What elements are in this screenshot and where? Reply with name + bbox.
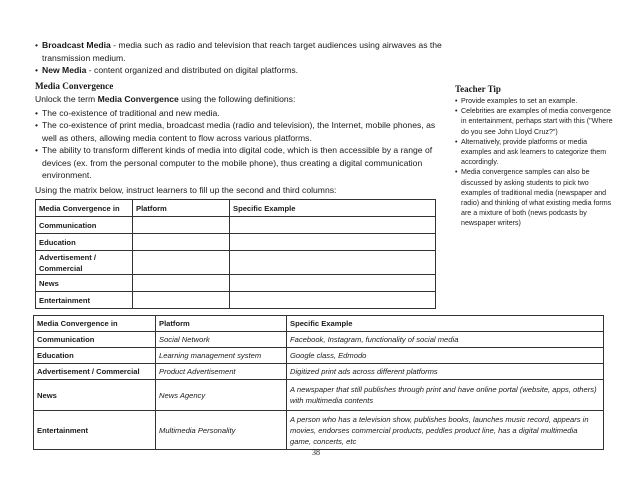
example-cell: A newspaper that still publishes through print and have online portal (website, apps, others) with multimedia contents: [287, 380, 604, 411]
bullet-dot: •: [35, 40, 39, 50]
blank-cell: [133, 217, 230, 234]
table-row: [36, 234, 436, 251]
example-cell: Google class, Edmodo: [287, 348, 604, 364]
table-row: [34, 348, 604, 364]
bullet-dot: •: [35, 145, 39, 155]
table-header-row: [34, 316, 604, 332]
bullet-text: - content organized and distributed on digital platforms.: [86, 65, 299, 75]
page-number: 38: [312, 448, 320, 457]
intro-post: using the following definitions:: [178, 94, 296, 104]
blank-cell: [230, 234, 436, 251]
column-header: Platform: [156, 316, 287, 332]
bullet-broadcast-media: [35, 39, 455, 64]
blank-cell: [230, 217, 436, 234]
blank-matrix-table: [35, 199, 436, 309]
bullet-dot: •: [35, 120, 39, 130]
row-label: Advertisement / Commercial: [36, 251, 133, 275]
row-label: Education: [34, 348, 156, 364]
table-row: [34, 332, 604, 348]
example-cell: Digitized print ads across different platforms: [287, 364, 604, 380]
blank-cell: [133, 251, 230, 275]
row-label: Entertainment: [34, 411, 156, 450]
blank-cell: [230, 292, 436, 309]
matrix-instruction: Using the matrix below, instruct learners to fill up the second and third columns:: [35, 185, 337, 195]
platform-cell: Learning management system: [156, 348, 287, 364]
tip-text: Celebrities are examples of media convergence in entertainment, perhaps start with this ("Where do you see John Lloyd Cruz?"): [461, 107, 613, 136]
teacher-tip: [455, 84, 615, 229]
definition-item: [35, 107, 445, 120]
example-cell: Facebook, Instagram, functionality of social media: [287, 332, 604, 348]
row-label: Entertainment: [36, 292, 133, 309]
tip-item: [455, 137, 615, 168]
definition-text: The ability to transform different kinds of media into digital code, which is then accessible by a range of devices (ex. from the personal computer to the mobile phone), thus creating a digital communication environment.: [42, 145, 433, 180]
teacher-tip-title: Teacher Tip: [455, 84, 501, 94]
table-row: [34, 411, 604, 450]
blank-cell: [133, 292, 230, 309]
column-header: Media Convergence in: [36, 200, 133, 217]
table-row: [34, 380, 604, 411]
table-row: [34, 364, 604, 380]
row-label: Communication: [36, 217, 133, 234]
row-label: News: [34, 380, 156, 411]
section-intro: [35, 93, 458, 105]
bullet-term: New Media: [42, 65, 87, 75]
platform-cell: News Agency: [156, 380, 287, 411]
platform-cell: Product Advertisement: [156, 364, 287, 380]
platform-cell: Social Network: [156, 332, 287, 348]
platform-cell: Multimedia Personality: [156, 411, 287, 450]
table-row: [36, 292, 436, 309]
definition-text: The co-existence of print media, broadcast media (radio and television), the Internet, mobile phones, as well as others, allowing media content to flow across various platforms.: [42, 120, 436, 143]
blank-cell: [230, 251, 436, 275]
bullet-new-media: [35, 64, 455, 77]
tip-item: [455, 167, 615, 228]
example-cell: A person who has a television show, publishes books, launches music record, appears in movies, endorses commercial products, peddles product line, has a digital multimedia game, concerts, etc: [287, 411, 604, 450]
tip-text: Media convergence samples can also be discussed by asking students to pick two examples of traditional media (newspaper and radio) and thinking of what existing media forms are a mixture of both (news podcasts by newspaper writers): [461, 168, 612, 228]
bullet-dot: •: [35, 108, 39, 118]
bullet-text: - media such as radio and television that reach target audiences using airwaves as the transmission medium.: [42, 40, 442, 63]
table-header-row: [36, 200, 436, 217]
bullet-dot: •: [455, 97, 458, 105]
bullet-dot: •: [455, 168, 458, 177]
table-row: [36, 251, 436, 275]
tip-item: [455, 106, 615, 137]
row-label: Communication: [34, 332, 156, 348]
section-heading: Media Convergence: [35, 81, 114, 91]
definition-text: The co-existence of traditional and new media.: [42, 108, 220, 118]
column-header: Platform: [133, 200, 230, 217]
column-header: Specific Example: [287, 316, 604, 332]
answer-matrix-table: [33, 315, 604, 450]
blank-cell: [133, 275, 230, 292]
row-label: News: [36, 275, 133, 292]
intro-term: Media Convergence: [97, 94, 179, 104]
definition-item: [35, 119, 445, 144]
blank-cell: [133, 234, 230, 251]
table-row: [36, 217, 436, 234]
tip-text: Provide examples to set an example.: [461, 97, 578, 105]
blank-cell: [230, 275, 436, 292]
table-row: [36, 275, 436, 292]
row-label: Education: [36, 234, 133, 251]
bullet-dot: •: [455, 137, 458, 146]
tip-item: [455, 96, 615, 106]
intro-pre: Unlock the term: [35, 94, 98, 104]
tip-text: Alternatively, provide platforms or media examples and ask learners to categorize them accordingly.: [461, 137, 607, 167]
bullet-dot: •: [35, 65, 39, 75]
bullet-term: Broadcast Media: [42, 40, 111, 50]
bullet-dot: •: [455, 107, 458, 116]
column-header: Media Convergence in: [34, 316, 156, 332]
row-label: Advertisement / Commercial: [34, 364, 156, 380]
column-header: Specific Example: [230, 200, 436, 217]
definition-item: [35, 144, 445, 182]
